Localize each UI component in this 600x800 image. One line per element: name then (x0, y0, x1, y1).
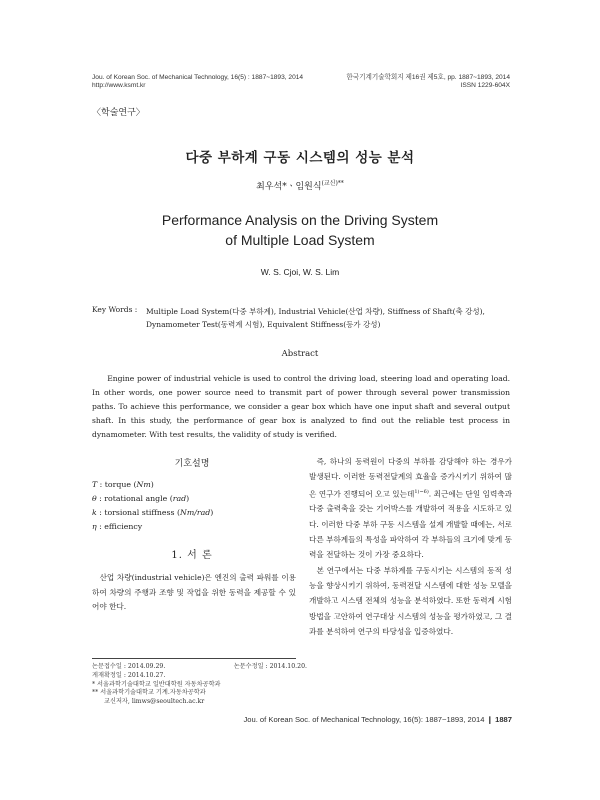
nomenclature-list (92, 478, 302, 534)
nomenclature-item: θ : rotational angle (rad) (92, 494, 190, 503)
title-english (0, 210, 600, 250)
header-issn: ISSN 1229-604X (460, 82, 510, 89)
page-number: 1887 (495, 715, 512, 724)
footnotes (92, 663, 307, 707)
nomenclature-item: k : torsional stiffness (Nm/rad) (92, 508, 214, 517)
corresponding-mark: (교신)** (321, 180, 344, 187)
title-english-line1: Performance Analysis on the Driving System (161, 212, 439, 228)
nomenclature-item: T : torque (Nm) (92, 480, 154, 489)
header-citation-ko: 한국기계기술학회지 제16권 제5호, pp. 1887~1893, 2014 (346, 74, 510, 81)
citation-ref[interactable]: 1)~6) (414, 488, 429, 495)
nomenclature-item: η : efficiency (92, 522, 143, 531)
keywords-text: Multiple Load System(다중 부하계), Industrial Vehicle(산업 차량), Stiffness of Shaft(축 강성), Dynamometer Test(동력계 시험), Equivalent Stiffness(등가 강성) (146, 307, 485, 329)
right-paragraph-1: 즉, 하나의 동력원이 다중의 부하를 감당해야 하는 경우가 발생된다. 이러한 동력전달계의 효율을 증가시키기 위하여 많은 연구가 진행되어 오고 있는데$^{1)\sim 6)}$. 최근에는 단일 입력축과 다중 출력축을 갖는 기어박스를 개발하여 적용을 시도하고 있다. 이러한 다중 부하 구동 시스템을 설계 개발할 때에는, 서로 다른 부하계들의 특성을 파악하여 각 부하들의 크기에 맞게 동력을 전달하는 것이 가장 중요하다. (309, 457, 512, 560)
footer-separator: ❙ (486, 715, 493, 724)
affiliation-2: ** 서울과학기술대학교 기계.자동차공학과 (92, 689, 206, 697)
title-korean: 다중 부하계 구동 시스템의 성능 분석 (185, 150, 415, 166)
introduction-left-column (92, 571, 296, 615)
right-paragraph-2: 본 연구에서는 다중 부하계를 구동시키는 시스템의 동적 성능을 향상시키기 위하여, 동력전달 시스템에 대한 성능 모델을 개발하고 시스템 전체의 성능을 분석하였다. 또한 동력계 시험방법을 고안하여 연구대상 시스템의 성능을 평가하였고, 그 결과를 분석하여 연구의 타당성을 입증하였다. (309, 565, 512, 636)
authors-english: W. S. Cjoi, W. S. Lim (260, 267, 340, 277)
page-footer (230, 715, 512, 724)
abstract-body (92, 372, 510, 442)
header-url[interactable]: http://www.ksmt.kr (92, 82, 146, 89)
footnote-divider (92, 658, 296, 659)
revised-date: 논문수정일 : 2014.10.20. (233, 663, 307, 670)
nomenclature-heading: 기호설명 (174, 459, 210, 469)
accepted-date: 게재확정일 : 2014.10.27. (92, 671, 166, 679)
footer-citation: Jou. of Korean Soc. of Mechanical Technology, 16(5): 1887~1893, 2014 (243, 715, 485, 724)
affiliation-1: * 서울과학기술대학교 일반대학원 자동차공학과 (92, 680, 221, 688)
running-header-right (338, 74, 510, 90)
section-heading-introduction: 1. 서 론 (171, 550, 213, 561)
running-header-left (92, 74, 332, 90)
authors-korean (0, 178, 600, 192)
received-date: 논문접수일 : 2014.09.29. (92, 663, 166, 670)
introduction-paragraph: 산업 차량(industrial vehicle)은 엔진의 출력 파워를 이용하여 차량의 주행과 조향 및 작업을 위한 동력을 제공할 수 있어야 한다. (92, 573, 296, 611)
abstract-heading: Abstract (281, 349, 319, 359)
article-category: 〈학술연구〉 (92, 108, 145, 118)
title-english-line2: of Multiple Load System (225, 232, 375, 248)
abstract-paragraph: Engine power of industrial vehicle is used to control the driving load, steering load and operating load. In other words, one power source need to transmit part of power through several power transmission paths. To achieve this performance, we consider a gear box which have one input shaft and several output shaft. In this study, the performance of gear box is analyzed to find out the reliable test process in dynamometer. With test results, the validity of study is verified. (92, 374, 510, 439)
header-citation: Jou. of Korean Soc. of Mechanical Technology, 16(5) : 1887~1893, 2014 (92, 74, 304, 81)
corresponding-author[interactable]: 교신저자, limws@seoultech.ac.kr (104, 698, 205, 706)
keywords-label: Key Words : (92, 305, 138, 314)
introduction-right-column (309, 454, 512, 639)
authors-korean-names: 최우석*ㆍ임원식 (256, 182, 322, 192)
